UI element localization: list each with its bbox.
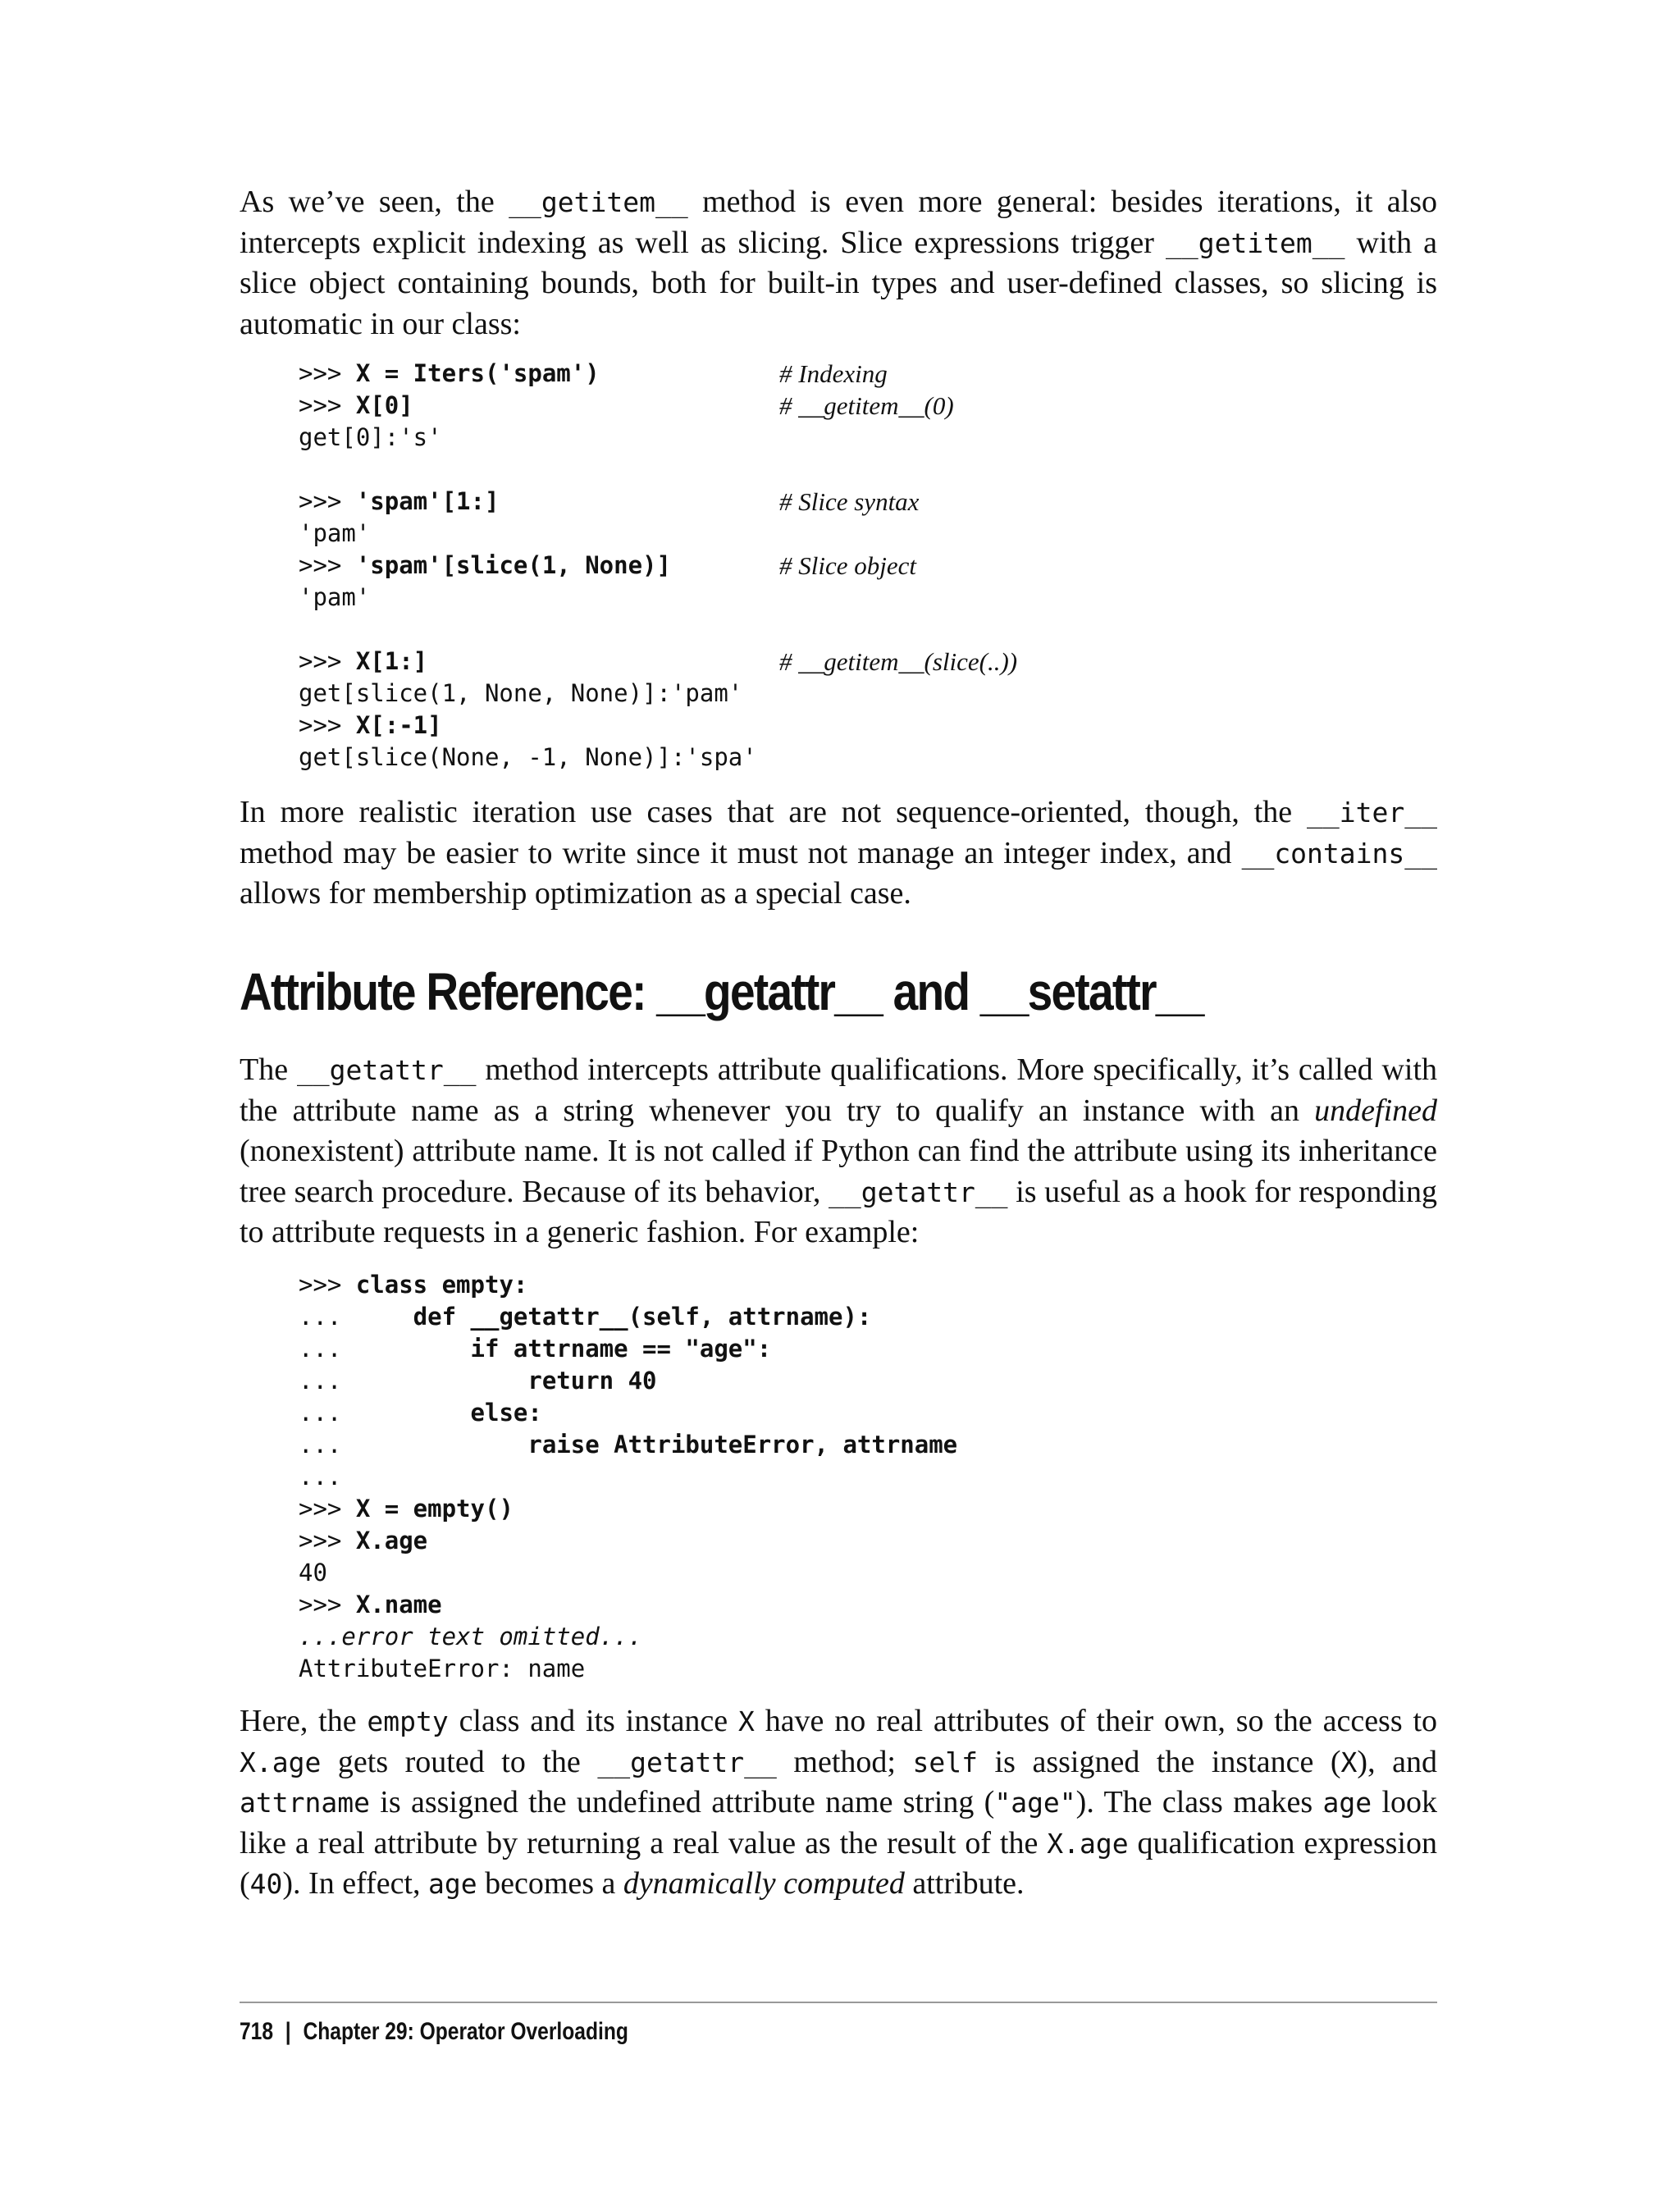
getattr-code-example: [299, 1269, 957, 1685]
code-line: [299, 1269, 957, 1301]
code-text: X.age: [355, 1527, 428, 1554]
iteration-paragraph-block: [240, 792, 1437, 915]
code-text: 'spam'[1:]: [355, 487, 500, 515]
code-text: X = empty(): [355, 1495, 514, 1522]
slicing-code-example: [299, 358, 1018, 774]
code-text: 'pam': [299, 519, 371, 547]
explanation-paragraph: Here, the empty class and its instance X have no real attributes of their own, so the access to X.age gets routed to the __getattr__ method; self is assigned the instance (X), and attrname is assigned the undefined attribute name string ("age"). The class makes age look like a real attribute by returning a real value as the result of the X.age qualification expression (40). In effect, age becomes a dynamically computed attribute.: [240, 1704, 1438, 1901]
code-text: AttributeError: name: [299, 1655, 586, 1682]
code-line: [299, 1557, 957, 1589]
explanation-paragraph-block: [240, 1701, 1437, 1905]
code-line: [299, 742, 757, 774]
code-text: X = Iters('spam'): [355, 359, 600, 387]
code-text: 'pam': [299, 583, 371, 611]
code-prompt: >>>: [299, 711, 356, 739]
code-line: [299, 422, 757, 454]
code-line: [299, 454, 757, 486]
code-text: raise AttributeError, attrname: [355, 1431, 958, 1459]
code-text: get[slice(1, None, None)]:'pam': [299, 679, 743, 707]
code-line: [299, 1653, 957, 1685]
code-line: [299, 1525, 957, 1557]
code-prompt: >>>: [299, 487, 356, 515]
code-line: [299, 710, 757, 742]
code-text: X[0]: [355, 391, 413, 419]
code-text: 'spam'[slice(1, None)]: [355, 551, 671, 579]
code-line: [299, 1461, 957, 1493]
footer-separator: |: [285, 2018, 291, 2045]
code-line: [299, 1493, 957, 1525]
code-prompt: ...: [299, 1335, 356, 1363]
code-line: [299, 550, 916, 582]
code-line: [299, 1621, 957, 1653]
code-prompt: ...: [299, 1399, 356, 1427]
code-comment: # Indexing: [779, 359, 888, 388]
code-text: def __getattr__(self, attrname):: [355, 1303, 872, 1331]
code-prompt: ...: [299, 1303, 356, 1331]
code-line: [299, 1589, 957, 1621]
code-line: [299, 1429, 957, 1461]
getattr-paragraph-block: [240, 1050, 1437, 1253]
code-prompt: ...: [299, 1463, 342, 1491]
code-prompt: ...: [299, 1431, 356, 1459]
code-line: [299, 390, 954, 422]
code-comment: # Slice object: [779, 551, 916, 580]
code-line: [299, 1333, 957, 1365]
page-footer: [240, 2018, 628, 2046]
intro-paragraph: As we’ve seen, the __getitem__ method is even more general: besides iterations, it also intercepts explicit indexing as well as slicing. Slice expressions trigger __getitem__ with a slice object containing bounds, both for built-in types and user-defined classes, so slicing is automatic in our class:: [240, 185, 1437, 341]
code-line: [299, 1301, 957, 1333]
footer-rule: [240, 2002, 1437, 2003]
code-prompt: >>>: [299, 1527, 356, 1554]
code-text: X.name: [355, 1591, 442, 1618]
code-line: [299, 1397, 957, 1429]
code-prompt: >>>: [299, 551, 356, 579]
page-number: 718: [240, 2018, 274, 2045]
code-prompt: >>>: [299, 1271, 356, 1299]
code-text: get[0]:'s': [299, 423, 442, 451]
chapter-title: Chapter 29: Operator Overloading: [303, 2018, 628, 2045]
code-prompt: >>>: [299, 1495, 356, 1522]
iteration-paragraph: In more realistic iteration use cases that are not sequence-oriented, though, the __iter__ method may be easier to write since it must not manage an integer index, and __contains__ allows for membership optimization as a special case.: [240, 795, 1437, 911]
intro-paragraph-block: [240, 182, 1437, 345]
section-heading: Attribute Reference: __getattr__ and __setattr__: [240, 962, 1203, 1021]
code-comment: # __getitem__(slice(..)): [779, 647, 1018, 676]
code-text: else:: [355, 1399, 542, 1427]
code-comment: # __getitem__(0): [779, 391, 954, 420]
getattr-paragraph: The __getattr__ method intercepts attribute qualifications. More specifically, it’s called with the attribute name as a string whenever you try to qualify an instance with an undefined (nonexistent) attribute name. It is not called if Python can find the attribute using its inheritance tree search procedure. Because of its behavior, __getattr__ is useful as a hook for responding to attribute requests in a generic fashion. For example:: [240, 1052, 1438, 1249]
code-text: 40: [299, 1559, 327, 1586]
code-line: [299, 646, 1018, 678]
code-text: X[1:]: [355, 647, 428, 675]
code-line: [299, 1365, 957, 1397]
code-comment: # Slice syntax: [779, 487, 920, 516]
code-prompt: >>>: [299, 391, 356, 419]
code-prompt: ...: [299, 1367, 356, 1395]
code-text: if attrname == "age":: [355, 1335, 772, 1363]
code-prompt: >>>: [299, 647, 356, 675]
code-text: ...error text omitted...: [299, 1623, 643, 1650]
code-text: X[:-1]: [355, 711, 442, 739]
code-line: [299, 518, 757, 550]
code-text: get[slice(None, -1, None)]:'spa': [299, 743, 757, 771]
code-prompt: >>>: [299, 1591, 356, 1618]
code-line: [299, 358, 888, 390]
code-text: return 40: [355, 1367, 657, 1395]
code-line: [299, 614, 757, 646]
code-line: [299, 486, 920, 518]
code-line: [299, 582, 757, 614]
code-prompt: >>>: [299, 359, 356, 387]
code-line: [299, 678, 757, 710]
code-text: class empty:: [355, 1271, 528, 1299]
